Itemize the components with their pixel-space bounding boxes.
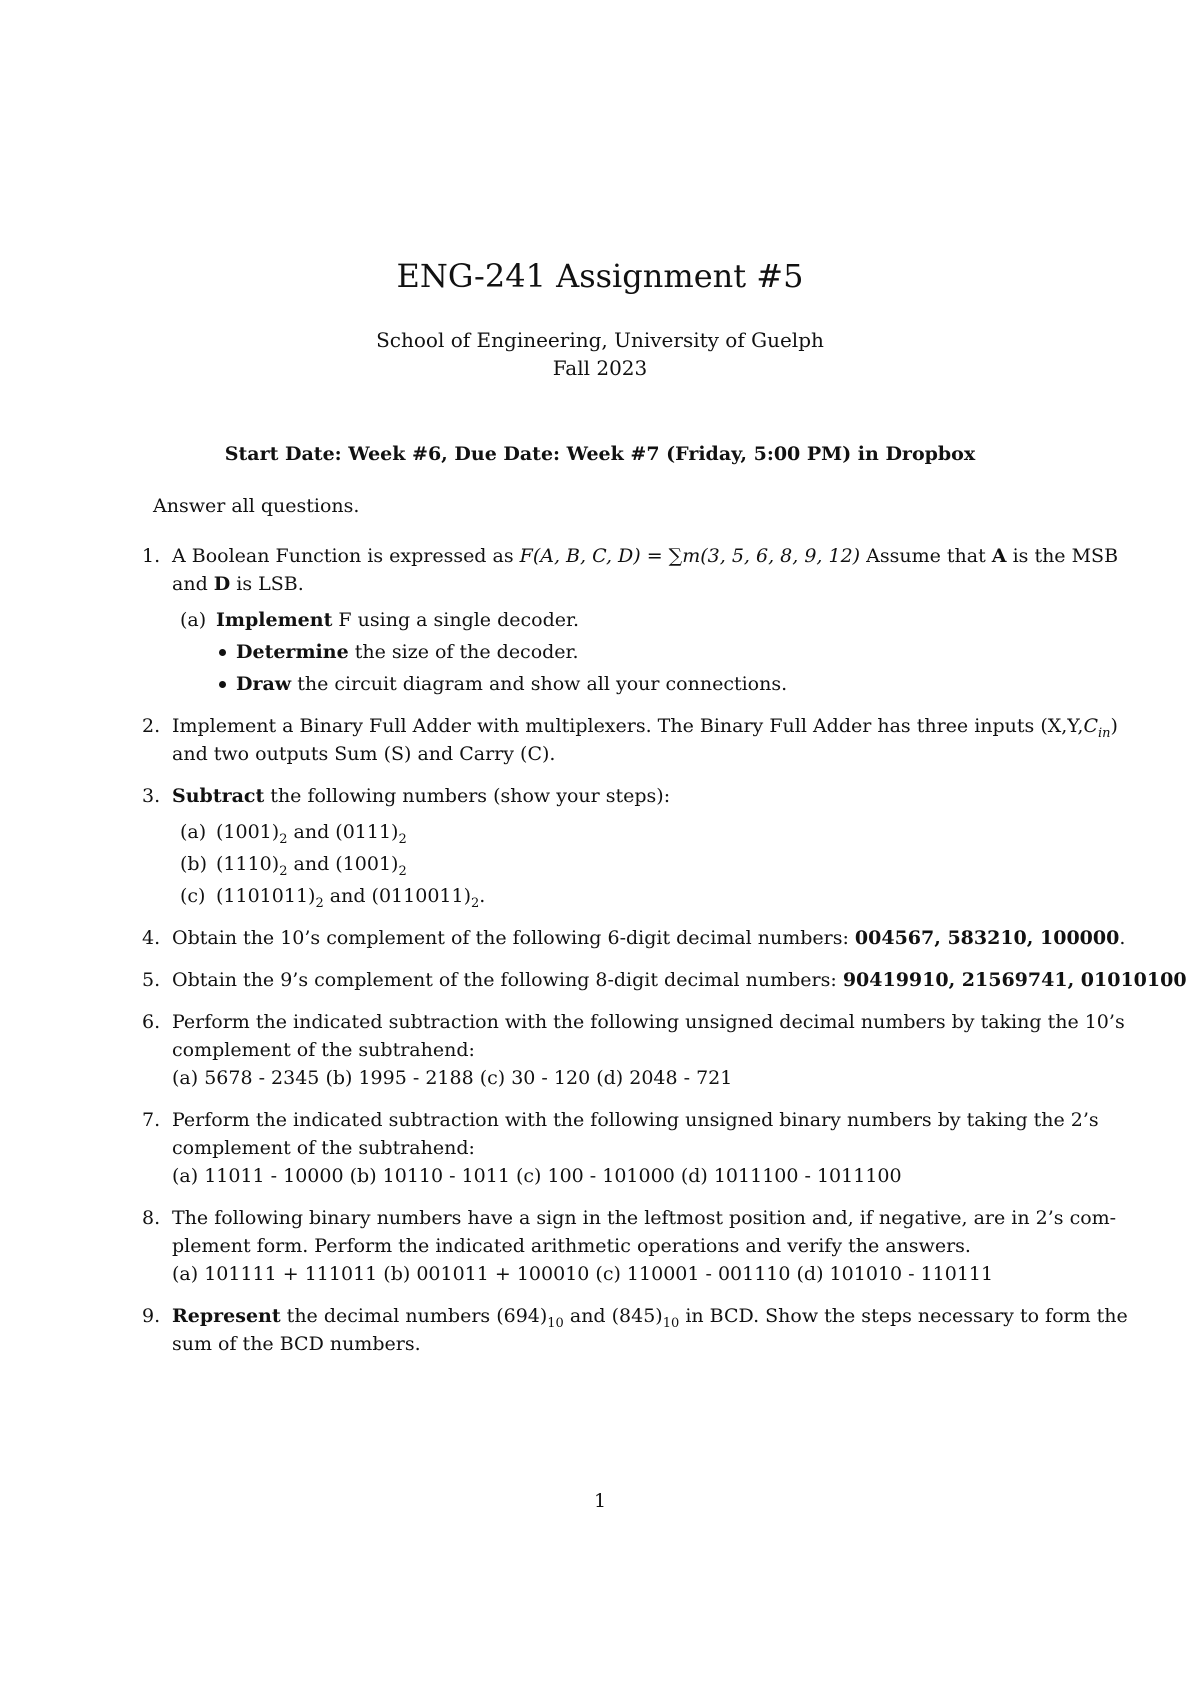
question-4 (142, 924, 1152, 952)
text-fragment: A Boolean Function is expressed as (172, 545, 520, 567)
subscript: 2 (315, 895, 324, 911)
question-1 (142, 542, 1152, 698)
question-number: 3. (142, 785, 161, 807)
sub-question (172, 818, 1152, 846)
question-text (172, 570, 1152, 598)
numbers: 004567, 583210, 100000 (854, 927, 1120, 949)
number: (1101011) (216, 885, 316, 907)
question-text: sum of the BCD numbers. (172, 1333, 421, 1355)
number: (1001) (216, 821, 280, 843)
question-text: Perform the indicated subtraction with the following unsigned binary numbers by taking the 2’s (172, 1109, 1099, 1131)
subscript: in (1098, 725, 1111, 741)
bullet-list (216, 638, 1152, 698)
intro-text: Answer all questions. (153, 495, 360, 517)
text-fragment: the decimal numbers (694) (280, 1305, 548, 1327)
subscript: 2 (398, 831, 407, 847)
question-number: 2. (142, 715, 161, 737)
subscript: 2 (471, 895, 480, 911)
keyword: Represent (172, 1305, 281, 1327)
bullet-item (216, 670, 1152, 698)
keyword: Determine (236, 641, 349, 663)
sub-question-label: (a) (180, 821, 207, 843)
keyword: Implement (216, 609, 333, 631)
text-fragment: and (172, 573, 214, 595)
question-number: 9. (142, 1305, 161, 1327)
question-8 (142, 1204, 1152, 1288)
carry-in-symbol: C (1083, 715, 1098, 737)
question-text: and two outputs Sum (S) and Carry (C). (172, 743, 556, 765)
question-list (142, 542, 1187, 1372)
question-text (172, 712, 1152, 740)
sub-question-label: (b) (180, 853, 207, 875)
text-fragment: Assume that (860, 545, 992, 567)
text-fragment: and (845) (563, 1305, 663, 1327)
question-9 (142, 1302, 1152, 1358)
sub-question-label: (c) (180, 885, 206, 907)
question-6 (142, 1008, 1152, 1092)
question-text (172, 1302, 1152, 1330)
text-fragment: . (1119, 927, 1126, 949)
question-2 (142, 712, 1152, 768)
text-fragment: and (323, 885, 372, 907)
question-parts: (a) 5678 - 2345 (b) 1995 - 2188 (c) 30 - 120 (d) 2048 - 721 (172, 1067, 733, 1089)
number: (0110011) (371, 885, 471, 907)
question-text: Perform the indicated subtraction with the following unsigned decimal numbers by taking the 10’s (172, 1011, 1125, 1033)
text-fragment: is LSB. (230, 573, 304, 595)
question-text (172, 542, 1152, 570)
subscript: 2 (398, 863, 407, 879)
document-title: ENG-241 Assignment #5 (396, 257, 804, 295)
school-name: School of Engineering, University of Guelph (376, 328, 824, 352)
page-number: 1 (593, 1490, 607, 1512)
number: (0111) (335, 821, 399, 843)
question-text (172, 924, 1152, 952)
question-number: 1. (142, 545, 161, 567)
sub-question-label: (a) (180, 609, 207, 631)
dates-line: Start Date: Week #6, Due Date: Week #7 (Friday, 5:00 PM) in Dropbox (224, 443, 976, 465)
question-text: complement of the subtrahend: (172, 1039, 475, 1061)
question-text: The following binary numbers have a sign in the leftmost position and, if negative, are in 2’s com- (172, 1207, 1117, 1229)
subscript: 2 (279, 863, 288, 879)
msb-variable: A (991, 545, 1007, 567)
text-fragment: Obtain the 10’s complement of the following 6-digit decimal numbers: (172, 927, 855, 949)
keyword: Subtract (172, 785, 265, 807)
question-number: 6. (142, 1011, 161, 1033)
text-fragment: and (287, 821, 336, 843)
question-7 (142, 1106, 1152, 1190)
sub-question (172, 850, 1152, 878)
question-5 (142, 966, 1187, 994)
question-number: 4. (142, 927, 161, 949)
text-fragment: Obtain the 9’s complement of the following 8-digit decimal numbers: (172, 969, 843, 991)
question-text (172, 782, 1152, 810)
text-fragment: is the MSB (1006, 545, 1119, 567)
subscript: 10 (662, 1315, 680, 1331)
subscript: 2 (279, 831, 288, 847)
bullet-text: the circuit diagram and show all your connections. (291, 673, 788, 695)
text-fragment: in BCD. Show the steps necessary to form the (679, 1305, 1128, 1327)
number: (1001) (335, 853, 399, 875)
question-number: 7. (142, 1109, 161, 1131)
keyword: Draw (236, 673, 292, 695)
subscript: 10 (547, 1315, 564, 1331)
text-fragment: ) (1110, 715, 1118, 737)
question-number: 8. (142, 1207, 161, 1229)
text-fragment: . (479, 885, 486, 907)
question-number: 5. (142, 969, 161, 991)
bullet-text: the size of the decoder. (348, 641, 579, 663)
sub-question (172, 882, 1152, 910)
text-fragment: and (287, 853, 336, 875)
sub-question (172, 606, 1152, 698)
sub-question-text: F using a single decoder. (332, 609, 580, 631)
numbers: 90419910, 21569741, 01010100 (842, 969, 1187, 991)
text-fragment: Implement a Binary Full Adder with multiplexers. The Binary Full Adder has three inputs (X,Y, (172, 715, 1084, 737)
bullet-item (216, 638, 1152, 666)
number: (1110) (216, 853, 280, 875)
text-fragment: the following numbers (show your steps): (264, 785, 671, 807)
question-text: complement of the subtrahend: (172, 1137, 475, 1159)
question-text: plement form. Perform the indicated arithmetic operations and verify the answers. (172, 1235, 971, 1257)
question-parts: (a) 101111 + 111011 (b) 001011 + 100010 (c) 110001 - 001110 (d) 101010 - 110111 (172, 1263, 994, 1285)
lsb-variable: D (213, 573, 231, 595)
boolean-formula: F(A, B, C, D) = ∑m(3, 5, 6, 8, 9, 12) (519, 545, 861, 567)
question-text (172, 966, 1187, 994)
question-3 (142, 782, 1152, 910)
question-parts: (a) 11011 - 10000 (b) 10110 - 1011 (c) 100 - 101000 (d) 1011100 - 1011100 (172, 1165, 902, 1187)
term: Fall 2023 (552, 356, 648, 380)
